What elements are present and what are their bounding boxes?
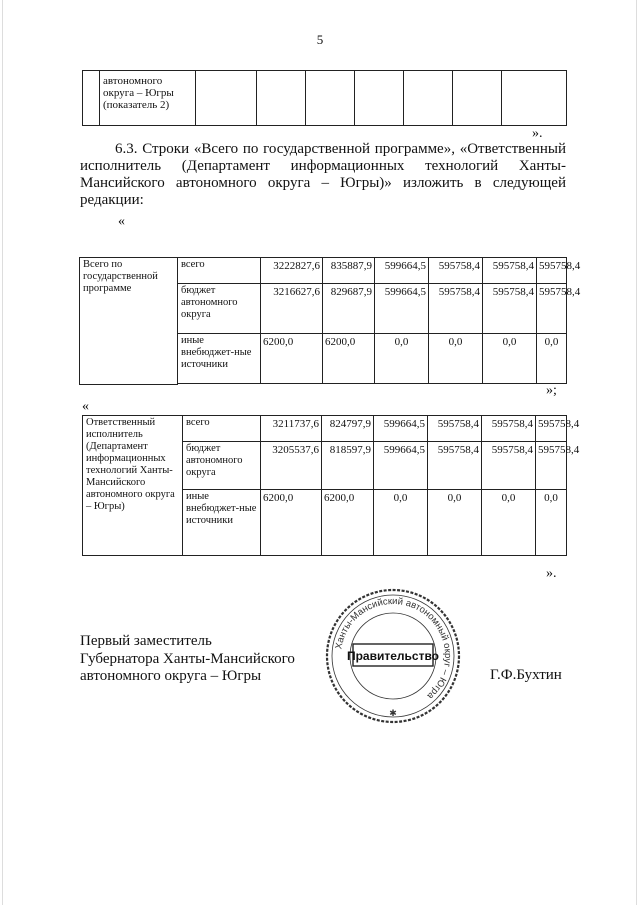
value-cell: 0,0 <box>428 490 482 556</box>
blank-cell <box>196 71 257 126</box>
value-cell: 824797,9 <box>322 416 374 442</box>
signatory-line-3: автономного округа – Югры <box>80 668 262 684</box>
row-type: бюджет автономного округа <box>183 442 261 490</box>
value-cell: 0,0 <box>536 490 567 556</box>
value-cell: 0,0 <box>537 334 567 384</box>
value-cell: 595758,4 <box>537 284 567 334</box>
continued-table <box>82 70 567 126</box>
open-quote: « <box>118 214 125 229</box>
blank-cell <box>83 71 100 126</box>
row-type: всего <box>178 258 261 284</box>
scan-left-edge <box>2 0 3 905</box>
value-cell: 599664,5 <box>375 258 429 284</box>
blank-cell <box>502 71 567 126</box>
value-cell: 6200,0 <box>322 490 374 556</box>
signatory-line-2: Губернатора Ханты-Мансийского <box>80 650 295 667</box>
value-cell: 595758,4 <box>483 284 537 334</box>
blank-cell <box>306 71 355 126</box>
indicator-cell: автономного округа – Югры (показатель 2) <box>100 71 196 126</box>
amendment-paragraph: 6.3. Строки «Всего по государственной программе», «Ответственный исполнитель (Департамент информационных технологий Ханты-Мансийского автономного округа – Югры)» изложить в следующей редакции: <box>80 141 566 208</box>
value-cell: 0,0 <box>375 334 429 384</box>
value-cell: 0,0 <box>482 490 536 556</box>
government-seal <box>323 586 463 731</box>
seal-center-text: Правительство <box>346 649 440 663</box>
value-cell: 595758,4 <box>429 284 483 334</box>
value-cell: 3216627,6 <box>261 284 323 334</box>
close-quote: ». <box>546 566 557 581</box>
executor-label: Ответственный исполнитель (Департамент информационных технологий Ханты-Мансийского автономного округа – Югры) <box>83 416 183 556</box>
value-cell: 3205537,6 <box>261 442 322 490</box>
responsible-executor-table <box>82 415 580 556</box>
value-cell: 595758,4 <box>482 442 536 490</box>
seal-graphic <box>323 586 463 726</box>
close-quote: »; <box>546 383 557 398</box>
program-total-table <box>79 257 581 385</box>
value-cell: 0,0 <box>429 334 483 384</box>
value-cell: 6200,0 <box>323 334 375 384</box>
value-cell: 818597,9 <box>322 442 374 490</box>
value-cell: 599664,5 <box>374 416 428 442</box>
row-type: иные внебюджет-ные источники <box>183 490 261 556</box>
value-cell: 0,0 <box>374 490 428 556</box>
row-type: иные внебюджет-ные источники <box>178 334 261 384</box>
value-cell: 595758,4 <box>429 258 483 284</box>
seal-ring-text: Ханты-Мансийский автономный округ – Югра <box>333 595 454 702</box>
signatory-title <box>80 633 295 686</box>
value-cell: 595758,4 <box>536 416 567 442</box>
value-cell: 6200,0 <box>261 490 322 556</box>
blank-cell <box>453 71 502 126</box>
value-cell: 0,0 <box>483 334 537 384</box>
close-quote: ». <box>532 126 543 141</box>
scan-right-edge <box>636 0 637 905</box>
value-cell: 595758,4 <box>483 258 537 284</box>
page-number: 5 <box>316 32 324 47</box>
blank-cell <box>355 71 404 126</box>
value-cell: 835887,9 <box>323 258 375 284</box>
value-cell: 3211737,6 <box>261 416 322 442</box>
value-cell: 595758,4 <box>482 416 536 442</box>
signatory-name: Г.Ф.Бухтин <box>490 667 562 683</box>
program-total-label: Всего по государственной программе <box>80 258 178 385</box>
blank-cell <box>257 71 306 126</box>
value-cell: 6200,0 <box>261 334 323 384</box>
star-icon: ✱ <box>389 708 397 718</box>
value-cell: 595758,4 <box>428 442 482 490</box>
row-type: бюджет автономного округа <box>178 284 261 334</box>
value-cell: 599664,5 <box>375 284 429 334</box>
blank-cell <box>404 71 453 126</box>
signatory-line-1: Первый заместитель <box>80 633 212 649</box>
value-cell: 595758,4 <box>537 258 567 284</box>
value-cell: 829687,9 <box>323 284 375 334</box>
row-type: всего <box>183 416 261 442</box>
open-quote: « <box>82 399 89 414</box>
value-cell: 3222827,6 <box>261 258 323 284</box>
value-cell: 599664,5 <box>374 442 428 490</box>
value-cell: 595758,4 <box>536 442 567 490</box>
value-cell: 595758,4 <box>428 416 482 442</box>
